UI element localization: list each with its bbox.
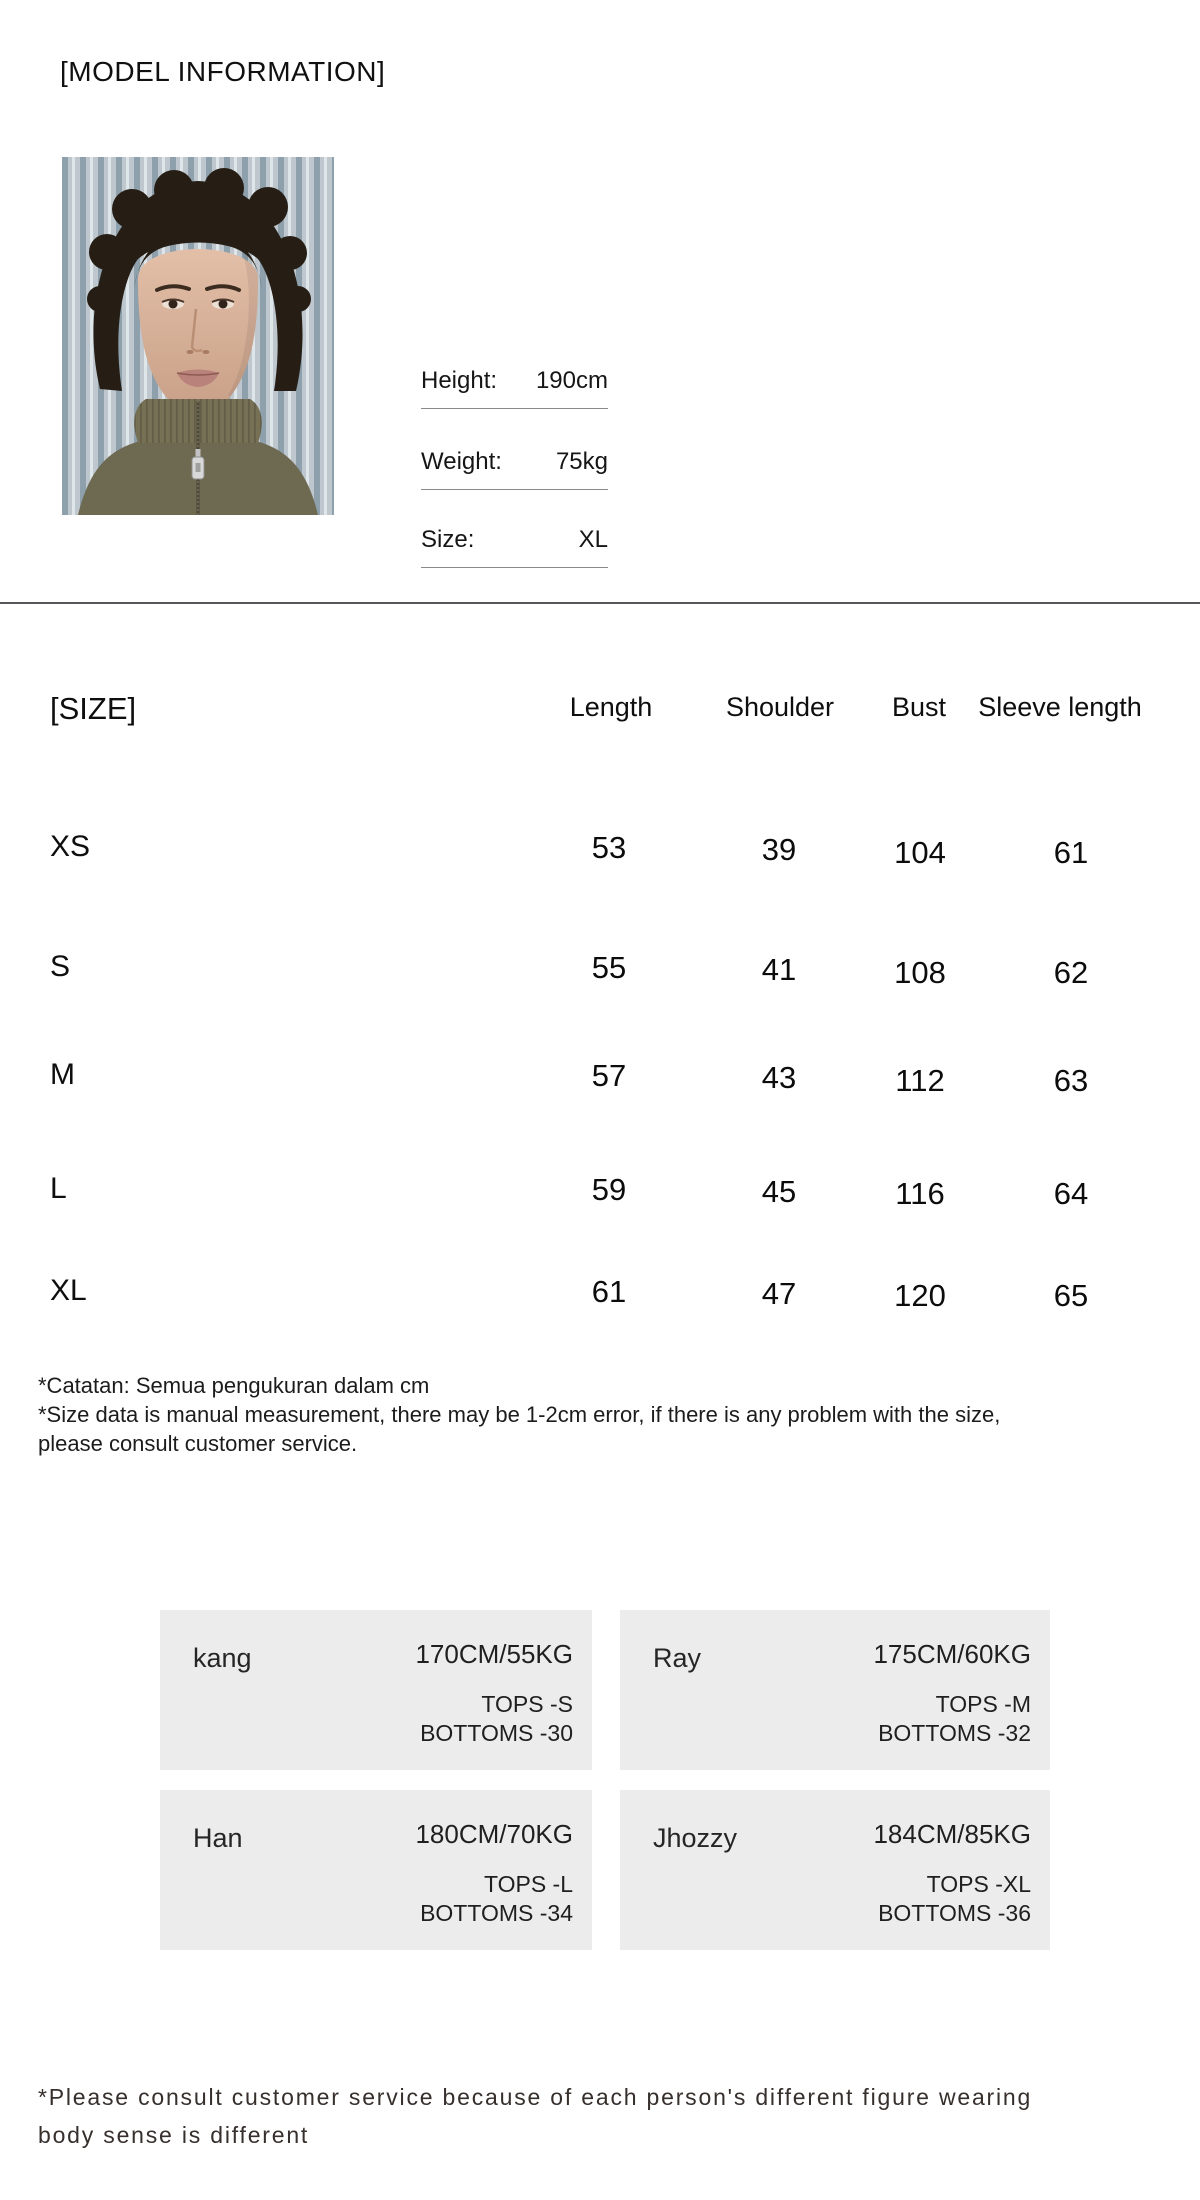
bottom-disclaimer: [38, 2078, 1032, 2154]
reviewer-name: Jhozzy: [653, 1823, 738, 1853]
size-row-label: M: [50, 1058, 75, 1091]
column-header-length: Length: [569, 692, 653, 722]
size-value-cell: 104: [894, 835, 946, 870]
note-line: please consult customer service.: [38, 1431, 358, 1456]
size-value-cell: 45: [761, 1174, 797, 1209]
size-value-cell: 43: [761, 1060, 797, 1095]
size-row-label: XS: [50, 830, 91, 863]
size-value-cell: 116: [895, 1176, 945, 1211]
stat-value: XL: [578, 526, 608, 553]
fit-review-card: [160, 1790, 592, 1950]
model-stat-height: [421, 367, 608, 409]
note-line: *Size data is manual measurement, there may be 1-2cm error, if there is any problem with the size,: [38, 1402, 1001, 1427]
reviewer-name: kang: [193, 1643, 252, 1673]
size-value-cell: 57: [591, 1058, 627, 1093]
size-value-cell: 120: [894, 1278, 946, 1313]
size-value-cell: 59: [591, 1172, 627, 1207]
reviewer-name: Ray: [653, 1643, 702, 1673]
size-row-label: XL: [50, 1274, 87, 1307]
size-value-cell: 61: [591, 1274, 627, 1309]
note-line: *Catatan: Semua pengukuran dalam cm: [38, 1373, 430, 1398]
reviewer-bottom-size: BOTTOMS -32: [878, 1720, 1031, 1746]
stat-value: 190cm: [535, 367, 608, 394]
reviewer-name: Han: [193, 1823, 243, 1853]
disclaimer-line: body sense is different: [38, 2122, 310, 2148]
reviewer-bottom-size: BOTTOMS -34: [420, 1900, 573, 1926]
measurement-notes: [38, 1371, 1000, 1458]
reviewer-bottom-size: BOTTOMS -30: [420, 1720, 573, 1746]
size-value-cell: 61: [1053, 835, 1089, 870]
fit-review-card: [620, 1610, 1050, 1770]
fit-review-card: [620, 1790, 1050, 1950]
page-title: [MODEL INFORMATION]: [60, 56, 386, 87]
reviewer-top-size: TOPS -XL: [926, 1871, 1031, 1897]
model-portrait-illustration: [62, 157, 334, 515]
size-value-cell: 63: [1053, 1063, 1089, 1098]
size-value-cell: 41: [761, 952, 797, 987]
reviewer-bottom-size: BOTTOMS -36: [878, 1900, 1031, 1926]
size-value-cell: 108: [894, 955, 946, 990]
size-chart-heading: [SIZE]: [50, 691, 137, 726]
model-stat-weight: [421, 448, 608, 490]
column-header-shoulder: Shoulder: [725, 692, 835, 722]
model-photo: [62, 157, 334, 515]
size-value-cell: 47: [761, 1276, 797, 1311]
size-value-cell: 112: [895, 1063, 945, 1098]
column-header-sleeve-length: Sleeve length: [978, 692, 1142, 722]
size-value-cell: 39: [761, 832, 797, 867]
model-stat-size: [421, 526, 608, 568]
size-value-cell: 65: [1053, 1278, 1089, 1313]
stat-value: 75kg: [555, 448, 608, 475]
size-row-label: S: [50, 950, 71, 983]
fit-review-card: [160, 1610, 592, 1770]
stat-label: Height:: [421, 367, 498, 394]
size-value-cell: 55: [591, 950, 627, 985]
reviewer-top-size: TOPS -L: [483, 1871, 573, 1897]
size-value-cell: 53: [591, 830, 627, 865]
section-divider: [0, 602, 1200, 604]
disclaimer-line: *Please consult customer service because of each person's different figure wearing: [38, 2084, 1033, 2110]
size-value-cell: 64: [1053, 1176, 1089, 1211]
column-header-bust: Bust: [891, 692, 947, 722]
reviewer-top-size: TOPS -S: [481, 1691, 573, 1717]
reviewer-top-size: TOPS -M: [935, 1691, 1031, 1717]
reviewer-body: 170CM/55KG: [415, 1639, 573, 1669]
reviewer-body: 175CM/60KG: [873, 1639, 1031, 1669]
reviewer-body: 184CM/85KG: [873, 1819, 1031, 1849]
stat-label: Weight:: [421, 448, 502, 475]
size-value-cell: 62: [1053, 955, 1089, 990]
stat-label: Size:: [421, 526, 475, 553]
size-row-label: L: [50, 1172, 67, 1205]
reviewer-body: 180CM/70KG: [415, 1819, 573, 1849]
